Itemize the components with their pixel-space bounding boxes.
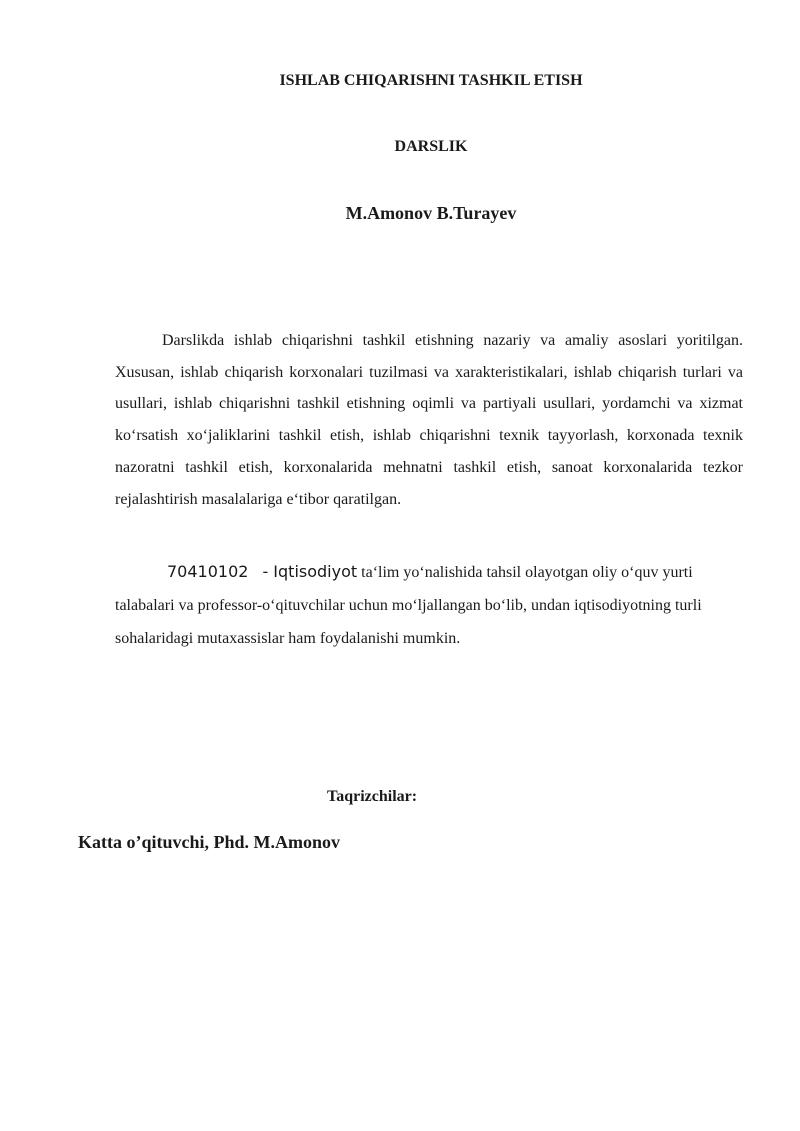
document-title: ISHLAB CHIQARISHNI TASHKIL ETISH [279,72,583,89]
program-code: 70410102 [167,562,249,581]
reviewers-heading: Taqrizchilar: [327,788,418,805]
document-type: DARSLIK [394,138,468,155]
audience-text: ta‘lim yo‘nalishida tahsil olayotgan oliy o‘quv yurti talabalari va professor-o‘qituvchilar uchun mo‘ljallangan bo‘lib, undan iqtisodiyotning turli sohalaridagi mutaxassislar ham foydalanishi mumkin. [115,564,702,647]
reviewer-name: Katta o’qituvchi, Phd. M.Amonov [78,832,341,852]
document-authors: M.Amonov B.Turayev [345,203,517,223]
audience-paragraph [115,555,743,655]
abstract-paragraph: Darslikda ishlab chiqarishni tashkil etishning nazariy va amaliy asoslari yoritilgan. Xususan, ishlab chiqarish korxonalari tuzilmasi va xarakteristikalari, ishlab chiqarish turlari va usullari, ishlab chiqarishni tashkil etishning oqimli va partiyali usullari, yordamchi va xizmat ko‘rsatish xo‘jaliklarini tashkil etish, ishlab chiqarishni texnik tayyorlash, korxonada texnik nazoratni tashkil etish, korxonalarida mehnatni tashkil etish, sanoat korxonalarida tezkor rejalashtirish masalalariga e‘tibor qaratilgan. [115,332,743,508]
program-name: - Iqtisodiyot [262,562,358,581]
